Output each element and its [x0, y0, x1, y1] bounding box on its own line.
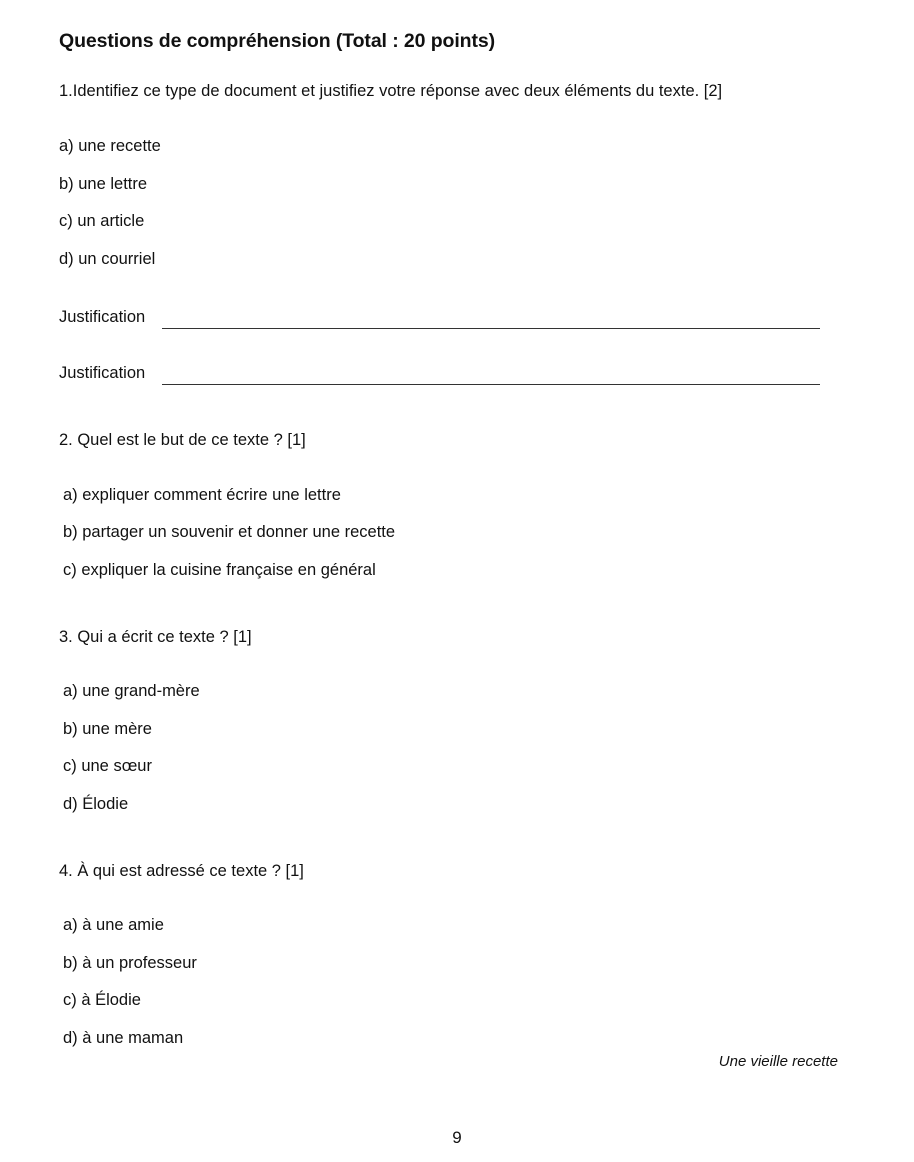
q2-option-a: a) expliquer comment écrire une lettre	[63, 486, 341, 504]
q4-option-b: b) à un professeur	[63, 954, 197, 972]
q2-option-b: b) partager un souvenir et donner une recette	[63, 523, 396, 541]
q1-option-b: b) une lettre	[59, 175, 148, 193]
justification-label: Justification	[59, 364, 146, 382]
q4-option-a: a) à une amie	[63, 916, 164, 934]
q4-option-d: d) à une maman	[63, 1029, 184, 1047]
question-2: 2. Quel est le but de ce texte ? [1]	[59, 431, 306, 449]
question-4: 4. À qui est adressé ce texte ? [1]	[59, 862, 304, 880]
q2-option-c: c) expliquer la cuisine française en général	[63, 561, 376, 579]
justification-label: Justification	[59, 308, 146, 326]
q3-option-b: b) une mère	[63, 720, 152, 738]
q3-option-c: c) une sœur	[63, 757, 152, 775]
page-number: 9	[452, 1128, 462, 1147]
question-1: 1.Identifiez ce type de document et justifiez votre réponse avec deux éléments du texte. [2]	[59, 82, 723, 100]
document-footer-title: Une vieille recette	[718, 1053, 838, 1070]
q3-option-d: d) Élodie	[63, 795, 129, 813]
justification-answer-line[interactable]	[162, 328, 820, 329]
question-3: 3. Qui a écrit ce texte ? [1]	[59, 628, 252, 646]
q1-option-c: c) un article	[59, 212, 145, 230]
justification-answer-line[interactable]	[162, 384, 820, 385]
justification-row-1	[59, 308, 821, 332]
q3-option-a: a) une grand-mère	[63, 682, 200, 700]
q4-option-c: c) à Élodie	[63, 991, 141, 1009]
page-title: Questions de compréhension (Total : 20 points)	[59, 30, 495, 52]
justification-row-2	[59, 364, 821, 388]
q1-option-d: d) un courriel	[59, 250, 156, 268]
q1-option-a: a) une recette	[59, 137, 161, 155]
